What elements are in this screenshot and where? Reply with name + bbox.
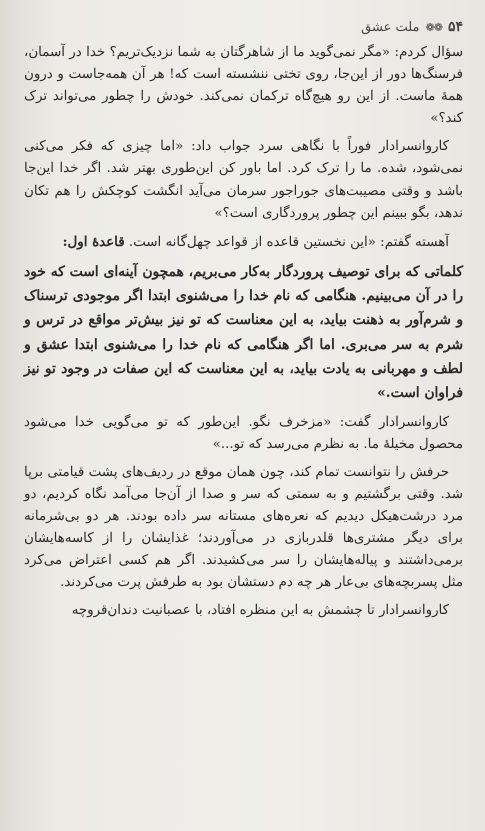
page-body (24, 42, 463, 622)
ornament-icon: ❁❁ (425, 20, 442, 34)
paragraph-3 (24, 231, 463, 254)
running-header (24, 16, 463, 38)
paragraph-4: کلماتی که برای توصیف پروردگار به‌کار می‌بریم، همچون آینه‌ای است که خود را در آن می‌بینیم. هنگامی که نام خدا را می‌شنوی ابتدا اگر موجودی ترسناک و شرم‌آور به ذهنت بیاید، به این معناست که تو نیز بیش‌تر مواقع در ترس و شرم به سر می‌بری. اما اگر هنگامی که نام خدا را می‌شنوی ابتدا عشق و لطف و مهربانی به یادت بیاید، به این معناست که این صفات در وجود تو نیز فراوان است.» (24, 263, 463, 402)
paragraph-1: سؤال کردم: «مگر نمی‌گوید ما از شاهرگتان به شما نزدیک‌تریم؟ خدا در آسمان، فرسنگ‌ها دور از این‌جا، روی تختی ننشسته است که! هر آن همه‌جاست و درون همهٔ ماست. از این رو هیچ‌گاه ترکمان نمی‌کند. خودش را چطور می‌تواند ترک کند؟» (24, 45, 463, 127)
rule-label: قاعدهٔ اول: (62, 233, 125, 250)
book-title: ملت عشق (361, 19, 420, 35)
paragraph-3-text: آهسته گفتم: «این نخستین قاعده از قواعد چهل‌گانه است. (128, 234, 449, 250)
paragraph-7: کاروانسرادار تا چشمش به این منظره افتاد، با عصبانیت دندان‌قروچه (71, 603, 449, 619)
page-number: ۵۴ (447, 19, 463, 35)
paragraph-5: کاروانسرادار گفت: «مزخرف نگو. این‌طور که تو می‌گویی خدا می‌شود محصول مخیلهٔ ما. به نظرم می‌رسد که تو...» (24, 414, 463, 452)
paragraph-2: کاروانسرادار فوراً با نگاهی سرد جواب داد: «اما چیزی که فکر می‌کنی نمی‌شود، شده. ما را ترک کرد. اما باور کن این‌طوری بهتر شد. اگر خدا این‌جا باشد و وقتی مصیبت‌های جوراجور سرمان می‌آید انگشت کوچکش را هم تکان ندهد، بگو ببینم این چطور پروردگاری است؟» (24, 139, 463, 221)
paragraph-6: حرفش را نتوانست تمام کند، چون همان موقع در ردیف‌های پشت قیامتی برپا شد. وقتی برگشتیم و به سمتی که سر و صدا از آن‌جا می‌آمد نگاه کردیم، دو مرد درشت‌هیکل دیدیم که نعره‌های مستانه سر داده بودند. هر دو بی‌شرمانه برای دیگر مشتری‌ها قلدربازی در می‌آوردند؛ غذایشان را از کاسه‌هایشان برمی‌داشتند و پیاله‌هایشان را سر می‌کشیدند. اگر هم کسی اعتراض می‌کرد مثل پسربچه‌های بی‌عار هر چه دم دستشان بود به طرفش پرت می‌کردند. (24, 464, 463, 591)
